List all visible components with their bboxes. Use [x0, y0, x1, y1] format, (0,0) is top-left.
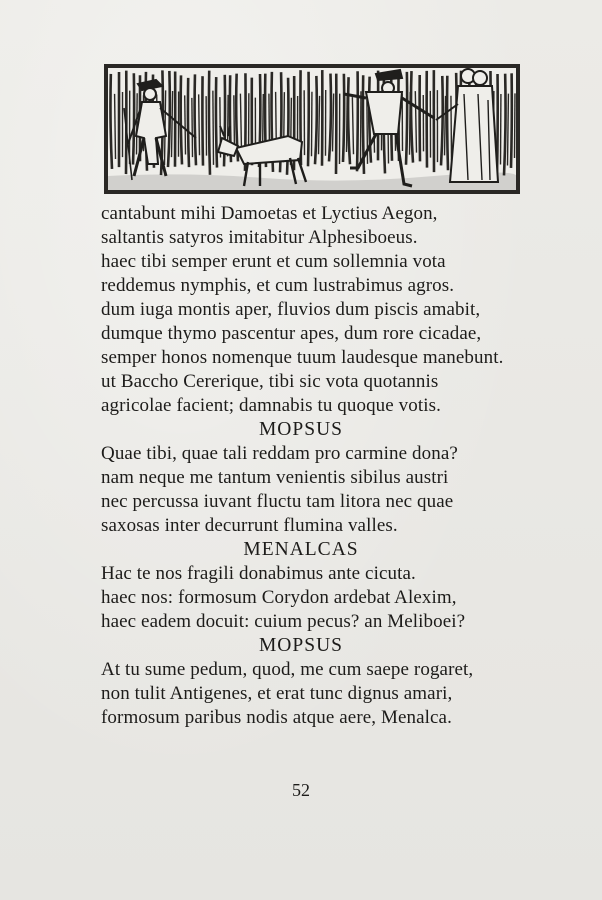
verse-line: cantabunt mihi Damoetas et Lyctius Aegon, [101, 203, 438, 224]
speaker-heading: MENALCAS [243, 539, 359, 560]
stanza-4 [101, 658, 571, 730]
verse-line: agricolae facient; damnabis tu quoque votis. [101, 395, 441, 416]
verse-line: saxosas inter decurrunt flumina valles. [101, 515, 398, 536]
verse-line: At tu sume pedum, quod, me cum saepe rogaret, [101, 659, 474, 680]
verse-line: nec percussa iuvant fluctu tam litora nec quae [101, 491, 454, 512]
verse-line: nam neque me tantum venientis sibilus austri [101, 467, 449, 488]
verse-line: haec eadem docuit: cuium pecus? an Meliboei? [101, 611, 466, 632]
verse-line: Hac te nos fragili donabimus ante cicuta. [101, 563, 416, 584]
verse-line: haec nos: formosum Corydon ardebat Alexim, [101, 587, 457, 608]
speaker-heading: MOPSUS [258, 419, 344, 440]
poem-text [101, 202, 571, 730]
stanza-3 [101, 562, 571, 634]
verse-line: Quae tibi, quae tali reddam pro carmine dona? [101, 443, 458, 464]
page-number: 52 [292, 780, 310, 800]
verse-line: dum iuga montis aper, fluvios dum piscis amabit, [101, 299, 481, 320]
verse-line: haec tibi semper erunt et cum sollemnia vota [101, 251, 446, 272]
verse-line: ut Baccho Cererique, tibi sic vota quotannis [101, 371, 439, 392]
verse-line: formosum paribus nodis atque aere, Menalca. [101, 707, 452, 728]
verse-line: dumque thymo pascentur apes, dum rore cicadae, [101, 323, 482, 344]
woodcut-pastoral-scene-icon [104, 64, 520, 194]
speaker-heading: MOPSUS [258, 635, 344, 656]
verse-line: semper honos nomenque tuum laudesque manebunt. [101, 347, 504, 368]
stanza-1 [101, 202, 571, 418]
verse-line: reddemus nymphis, et cum lustrabimus agros. [101, 275, 455, 296]
verse-line: saltantis satyros imitabitur Alphesiboeus. [101, 227, 418, 248]
stanza-2 [101, 442, 571, 538]
verse-line: non tulit Antigenes, et erat tunc dignus amari, [101, 683, 453, 704]
